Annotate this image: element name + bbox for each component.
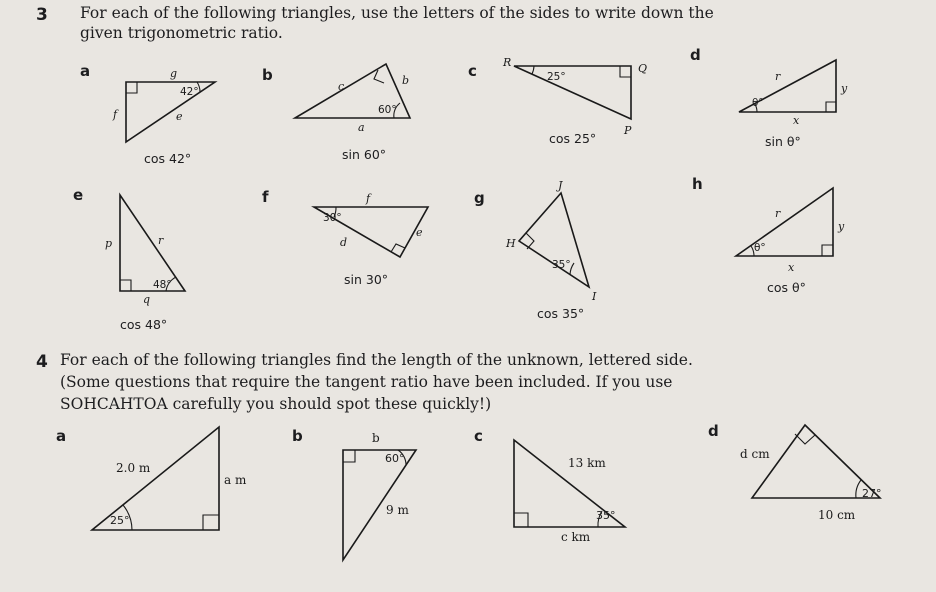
q3e-right-angle-mark [120,280,131,291]
q4d-angle-arc [856,480,861,498]
question-4-text-line1: For each of the following triangles find the length of the unknown, lettered side. [60,351,693,369]
q3-part-d-label: d [690,46,701,64]
q3c-angle-label: 25° [547,71,566,83]
q3h-side-bottom-label: x [788,261,795,274]
q3g-vertex-h-label: H [506,237,516,250]
q3c-triangle-figure [502,56,647,137]
q4b-triangle-figure [343,431,416,560]
q4b-side-hyp-label: 9 m [386,503,409,517]
q4d-angle-label: 27° [862,487,882,500]
q3b-side-left-label: c [338,80,345,93]
q4a-side-hyp-label: 2.0 m [116,461,151,475]
q3c-vertex-r-label: R [503,56,512,69]
q3a-right-angle-mark [126,82,137,93]
q4d-side-left-label: d cm [740,447,770,461]
question-4-text-line3: SOHCAHTOA carefully you should spot these quickly!) [60,395,492,413]
q3e-angle-label: 48° [153,279,172,291]
q4c-triangle-figure [514,440,625,544]
q3e-side-left-label: p [105,237,113,250]
question-3-text-line1: For each of the following triangles, use the letters of the sides to write down the [80,4,714,22]
q4b-angle-label: 60° [385,452,405,465]
q3b-side-bottom-label: a [358,121,365,134]
q3b-right-angle-mark [374,70,384,83]
q3-part-f-ratio: sin 30° [344,272,389,287]
q3d-triangle-figure [739,60,848,127]
q3h-triangle [736,188,833,256]
q4a-angle-label: 25° [110,514,130,527]
q3-part-h-label: h [692,175,703,193]
q4a-triangle-figure [92,427,247,530]
q4a-right-angle-mark [203,515,219,530]
q4d-triangle-figure [740,425,882,522]
q3-part-f-label: f [262,188,269,206]
q3-part-e-ratio: cos 48° [120,317,168,332]
q4-part-b-label: b [292,427,303,445]
q3a-angle-label: 42° [180,86,199,98]
q3h-side-hyp-label: r [775,207,781,220]
q3c-angle-arc [532,66,534,74]
q3-part-e-label: e [73,186,84,204]
q3g-triangle [519,193,589,287]
q4c-side-hyp-label: 13 km [568,456,606,470]
q3f-side-bottom-label: d [340,236,348,249]
q4c-side-bottom-label: c km [561,530,591,544]
q3g-triangle-figure [505,179,597,303]
q3-part-b-ratio: sin 60° [342,147,387,162]
q3a-side-left-label: f [113,108,118,121]
q4-part-a-label: a [56,427,67,445]
q3d-angle-label: θ° [752,97,764,109]
q4c-right-angle-mark [514,513,528,527]
q4d-triangle [752,425,880,498]
q3-part-c-label: c [468,62,477,80]
q3g-vertex-j-label: J [558,179,563,192]
q3c-right-angle-mark [620,66,631,77]
q3c-triangle [514,66,631,119]
q3-part-c-ratio: cos 25° [549,131,597,146]
q3d-side-hyp-label: r [775,70,781,83]
q3-part-h-ratio: cos θ° [767,280,806,295]
q3f-angle-label: 30° [323,212,342,224]
q3h-angle-label: θ° [754,242,766,254]
q3-part-a-ratio: cos 42° [144,151,192,166]
question-3-number: 3 [36,5,48,25]
q3d-side-bottom-label: x [793,114,800,127]
q3g-angle-label: 35° [552,259,571,271]
q3a-side-hyp-label: e [176,110,183,123]
q3d-right-angle-mark [826,102,836,112]
q4-part-c-label: c [474,427,483,445]
q3-part-g-ratio: cos 35° [537,306,585,321]
q3-part-a-label: a [80,62,91,80]
question-3-text-line2: given trigonometric ratio. [80,24,283,42]
q3c-vertex-p-label: P [624,124,632,137]
q3e-side-bottom-label: q [143,293,151,306]
q3a-side-top-label: g [170,67,178,80]
q3g-vertex-i-label: I [592,290,597,303]
q3f-triangle-figure [314,192,428,257]
q3c-vertex-q-label: Q [638,62,648,75]
q3a-triangle [126,82,215,142]
q3f-side-top-label: f [366,192,371,205]
q3-part-g-label: g [474,189,485,207]
q3-part-b-label: b [262,66,273,84]
q4d-side-bottom-label: 10 cm [818,508,856,522]
q3e-triangle-figure [105,195,185,306]
q4c-angle-label: 35° [596,509,616,522]
q3a-triangle-figure [112,67,215,142]
q3f-side-right-label: e [416,226,423,239]
q3b-side-right-label: b [402,74,410,87]
q4a-side-right-label: a m [224,473,247,487]
q3e-triangle [120,195,185,291]
q3d-side-right-label: y [841,82,848,95]
q3b-angle-label: 60° [378,104,397,116]
q3e-side-hyp-label: r [158,234,164,247]
q4b-side-top-label: b [372,431,380,445]
q3b-triangle-figure [295,64,410,134]
question-4-number: 4 [36,352,48,372]
q3h-right-angle-mark [822,245,833,256]
question-4-text-line2: (Some questions that require the tangent ratio have been included. If you use [60,373,673,391]
q4b-right-angle-mark [343,450,355,462]
q3-part-d-ratio: sin θ° [765,134,801,149]
q4-part-d-label: d [708,422,719,440]
q3h-side-right-label: y [838,220,845,233]
q3h-triangle-figure [736,188,845,274]
